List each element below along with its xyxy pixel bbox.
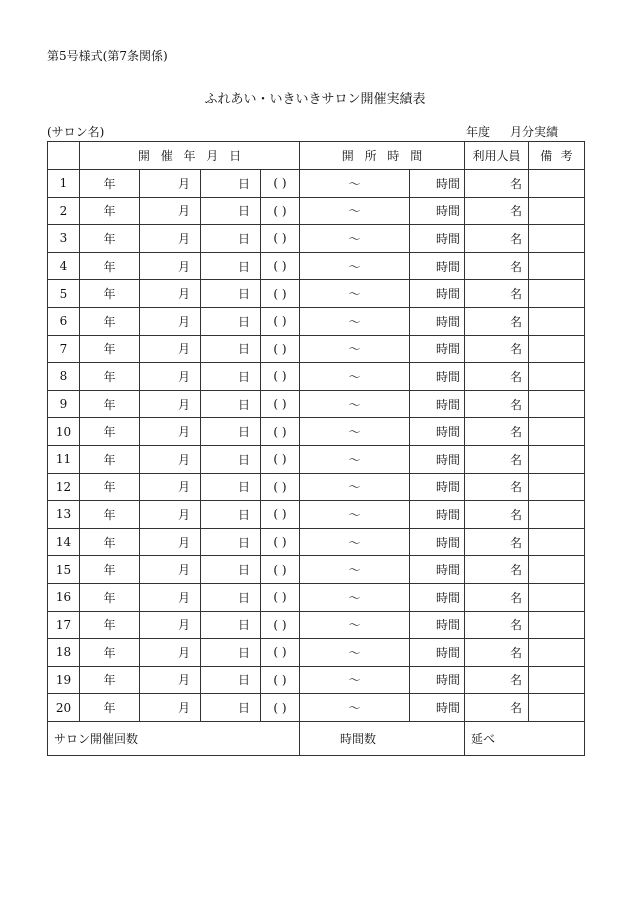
- users-cell: 名: [465, 390, 529, 418]
- users-cell: 名: [465, 335, 529, 363]
- day-cell: 日: [201, 280, 261, 308]
- day-cell: 日: [201, 225, 261, 253]
- month-cell: 月: [140, 583, 201, 611]
- notes-cell: [529, 501, 585, 529]
- day-cell: 日: [201, 583, 261, 611]
- table-row: [48, 611, 585, 639]
- fiscal-year-label: 年度: [466, 125, 491, 139]
- time-range-cell: 〜: [300, 666, 410, 694]
- notes-cell: [529, 694, 585, 722]
- header-row: [48, 142, 585, 170]
- table-row: [48, 639, 585, 667]
- hours-cell: 時間: [410, 363, 465, 391]
- table-row: [48, 473, 585, 501]
- weekday-cell: ( ): [261, 280, 300, 308]
- time-range-cell: 〜: [300, 694, 410, 722]
- day-cell: 日: [201, 556, 261, 584]
- time-range-cell: 〜: [300, 280, 410, 308]
- year-cell: 年: [80, 170, 140, 198]
- hours-cell: 時間: [410, 225, 465, 253]
- users-cell: 名: [465, 639, 529, 667]
- weekday-cell: ( ): [261, 390, 300, 418]
- hours-cell: 時間: [410, 335, 465, 363]
- day-cell: 日: [201, 418, 261, 446]
- day-cell: 日: [201, 611, 261, 639]
- row-number: 13: [48, 501, 80, 529]
- weekday-cell: ( ): [261, 528, 300, 556]
- notes-cell: [529, 639, 585, 667]
- weekday-cell: ( ): [261, 170, 300, 198]
- hours-cell: 時間: [410, 556, 465, 584]
- month-cell: 月: [140, 694, 201, 722]
- year-cell: 年: [80, 528, 140, 556]
- table-row: [48, 252, 585, 280]
- weekday-cell: ( ): [261, 225, 300, 253]
- footer-total: 延べ: [465, 721, 585, 755]
- table-row: [48, 170, 585, 198]
- time-range-cell: 〜: [300, 225, 410, 253]
- notes-cell: [529, 583, 585, 611]
- day-cell: 日: [201, 528, 261, 556]
- day-cell: 日: [201, 666, 261, 694]
- day-cell: 日: [201, 335, 261, 363]
- month-cell: 月: [140, 528, 201, 556]
- day-cell: 日: [201, 363, 261, 391]
- time-range-cell: 〜: [300, 611, 410, 639]
- users-cell: 名: [465, 280, 529, 308]
- month-cell: 月: [140, 473, 201, 501]
- time-range-cell: 〜: [300, 197, 410, 225]
- year-cell: 年: [80, 225, 140, 253]
- month-cell: 月: [140, 418, 201, 446]
- weekday-cell: ( ): [261, 363, 300, 391]
- notes-cell: [529, 170, 585, 198]
- day-cell: 日: [201, 197, 261, 225]
- hours-cell: 時間: [410, 252, 465, 280]
- row-number: 8: [48, 363, 80, 391]
- year-cell: 年: [80, 445, 140, 473]
- header-users: 利用人員: [465, 142, 529, 170]
- day-cell: 日: [201, 473, 261, 501]
- hours-cell: 時間: [410, 197, 465, 225]
- row-number: 14: [48, 528, 80, 556]
- footer-hours: 時間数: [300, 721, 465, 755]
- day-cell: 日: [201, 307, 261, 335]
- notes-cell: [529, 363, 585, 391]
- weekday-cell: ( ): [261, 639, 300, 667]
- month-cell: 月: [140, 390, 201, 418]
- hours-cell: 時間: [410, 694, 465, 722]
- time-range-cell: 〜: [300, 473, 410, 501]
- year-cell: 年: [80, 197, 140, 225]
- notes-cell: [529, 307, 585, 335]
- hours-cell: 時間: [410, 639, 465, 667]
- weekday-cell: ( ): [261, 666, 300, 694]
- year-cell: 年: [80, 418, 140, 446]
- weekday-cell: ( ): [261, 611, 300, 639]
- hours-cell: 時間: [410, 390, 465, 418]
- row-number: 4: [48, 252, 80, 280]
- users-cell: 名: [465, 252, 529, 280]
- table-row: [48, 280, 585, 308]
- month-cell: 月: [140, 225, 201, 253]
- table-row: [48, 418, 585, 446]
- weekday-cell: ( ): [261, 252, 300, 280]
- row-number: 7: [48, 335, 80, 363]
- weekday-cell: ( ): [261, 556, 300, 584]
- time-range-cell: 〜: [300, 307, 410, 335]
- row-number: 5: [48, 280, 80, 308]
- notes-cell: [529, 197, 585, 225]
- weekday-cell: ( ): [261, 583, 300, 611]
- weekday-cell: ( ): [261, 307, 300, 335]
- notes-cell: [529, 225, 585, 253]
- header-notes: 備考: [529, 142, 585, 170]
- month-report-label: 月分実績: [510, 125, 559, 139]
- record-table: [47, 141, 585, 756]
- row-number: 10: [48, 418, 80, 446]
- hours-cell: 時間: [410, 473, 465, 501]
- year-cell: 年: [80, 666, 140, 694]
- users-cell: 名: [465, 666, 529, 694]
- time-range-cell: 〜: [300, 252, 410, 280]
- fiscal-period: [466, 123, 558, 140]
- users-cell: 名: [465, 583, 529, 611]
- hours-cell: 時間: [410, 501, 465, 529]
- hours-cell: 時間: [410, 280, 465, 308]
- row-number: 16: [48, 583, 80, 611]
- time-range-cell: 〜: [300, 445, 410, 473]
- hours-cell: 時間: [410, 611, 465, 639]
- table-row: [48, 445, 585, 473]
- salon-name-label: (サロン名): [47, 125, 105, 139]
- users-cell: 名: [465, 197, 529, 225]
- table-row: [48, 556, 585, 584]
- document-title: ふれあい・いきいきサロン開催実績表: [204, 92, 426, 107]
- header-time: 開所時間: [300, 142, 465, 170]
- day-cell: 日: [201, 170, 261, 198]
- time-range-cell: 〜: [300, 390, 410, 418]
- year-cell: 年: [80, 556, 140, 584]
- month-cell: 月: [140, 170, 201, 198]
- month-cell: 月: [140, 445, 201, 473]
- year-cell: 年: [80, 694, 140, 722]
- weekday-cell: ( ): [261, 418, 300, 446]
- day-cell: 日: [201, 390, 261, 418]
- hours-cell: 時間: [410, 666, 465, 694]
- table-row: [48, 501, 585, 529]
- row-number: 18: [48, 639, 80, 667]
- year-cell: 年: [80, 252, 140, 280]
- table-row: [48, 528, 585, 556]
- day-cell: 日: [201, 639, 261, 667]
- weekday-cell: ( ): [261, 445, 300, 473]
- table-row: [48, 335, 585, 363]
- hours-cell: 時間: [410, 445, 465, 473]
- time-range-cell: 〜: [300, 418, 410, 446]
- weekday-cell: ( ): [261, 197, 300, 225]
- year-cell: 年: [80, 307, 140, 335]
- hours-cell: 時間: [410, 170, 465, 198]
- weekday-cell: ( ): [261, 335, 300, 363]
- notes-cell: [529, 473, 585, 501]
- users-cell: 名: [465, 170, 529, 198]
- users-cell: 名: [465, 556, 529, 584]
- time-range-cell: 〜: [300, 528, 410, 556]
- month-cell: 月: [140, 335, 201, 363]
- notes-cell: [529, 445, 585, 473]
- row-number: 20: [48, 694, 80, 722]
- table-row: [48, 197, 585, 225]
- header-date: 開催年月日: [80, 142, 300, 170]
- row-number: 17: [48, 611, 80, 639]
- year-cell: 年: [80, 280, 140, 308]
- row-number: 1: [48, 170, 80, 198]
- time-range-cell: 〜: [300, 639, 410, 667]
- table-row: [48, 666, 585, 694]
- year-cell: 年: [80, 335, 140, 363]
- notes-cell: [529, 666, 585, 694]
- month-cell: 月: [140, 501, 201, 529]
- row-number: 11: [48, 445, 80, 473]
- table-row: [48, 307, 585, 335]
- hours-cell: 時間: [410, 583, 465, 611]
- month-cell: 月: [140, 611, 201, 639]
- users-cell: 名: [465, 611, 529, 639]
- notes-cell: [529, 390, 585, 418]
- year-cell: 年: [80, 611, 140, 639]
- month-cell: 月: [140, 666, 201, 694]
- day-cell: 日: [201, 694, 261, 722]
- time-range-cell: 〜: [300, 170, 410, 198]
- time-range-cell: 〜: [300, 335, 410, 363]
- month-cell: 月: [140, 639, 201, 667]
- month-cell: 月: [140, 363, 201, 391]
- year-cell: 年: [80, 583, 140, 611]
- time-range-cell: 〜: [300, 363, 410, 391]
- year-cell: 年: [80, 473, 140, 501]
- year-cell: 年: [80, 639, 140, 667]
- row-number: 3: [48, 225, 80, 253]
- users-cell: 名: [465, 418, 529, 446]
- footer-sessions: サロン開催回数: [48, 721, 300, 755]
- notes-cell: [529, 611, 585, 639]
- month-cell: 月: [140, 280, 201, 308]
- month-cell: 月: [140, 197, 201, 225]
- record-rows: [48, 170, 585, 722]
- users-cell: 名: [465, 473, 529, 501]
- time-range-cell: 〜: [300, 501, 410, 529]
- year-cell: 年: [80, 390, 140, 418]
- table-row: [48, 390, 585, 418]
- notes-cell: [529, 556, 585, 584]
- users-cell: 名: [465, 445, 529, 473]
- row-number: 9: [48, 390, 80, 418]
- users-cell: 名: [465, 225, 529, 253]
- table-row: [48, 583, 585, 611]
- notes-cell: [529, 335, 585, 363]
- year-cell: 年: [80, 363, 140, 391]
- row-number: 2: [48, 197, 80, 225]
- month-cell: 月: [140, 252, 201, 280]
- row-number: 19: [48, 666, 80, 694]
- users-cell: 名: [465, 363, 529, 391]
- table-row: [48, 694, 585, 722]
- year-cell: 年: [80, 501, 140, 529]
- hours-cell: 時間: [410, 418, 465, 446]
- table-row: [48, 225, 585, 253]
- notes-cell: [529, 528, 585, 556]
- header-number: [48, 142, 80, 170]
- hours-cell: 時間: [410, 528, 465, 556]
- day-cell: 日: [201, 252, 261, 280]
- users-cell: 名: [465, 501, 529, 529]
- users-cell: 名: [465, 694, 529, 722]
- day-cell: 日: [201, 501, 261, 529]
- table-row: [48, 363, 585, 391]
- users-cell: 名: [465, 307, 529, 335]
- time-range-cell: 〜: [300, 556, 410, 584]
- row-number: 12: [48, 473, 80, 501]
- footer-row: [48, 721, 585, 755]
- row-number: 15: [48, 556, 80, 584]
- hours-cell: 時間: [410, 307, 465, 335]
- month-cell: 月: [140, 556, 201, 584]
- row-number: 6: [48, 307, 80, 335]
- notes-cell: [529, 418, 585, 446]
- weekday-cell: ( ): [261, 501, 300, 529]
- notes-cell: [529, 252, 585, 280]
- time-range-cell: 〜: [300, 583, 410, 611]
- form-number-label: 第5号様式(第7条関係): [47, 49, 168, 63]
- users-cell: 名: [465, 528, 529, 556]
- weekday-cell: ( ): [261, 473, 300, 501]
- month-cell: 月: [140, 307, 201, 335]
- notes-cell: [529, 280, 585, 308]
- day-cell: 日: [201, 445, 261, 473]
- weekday-cell: ( ): [261, 694, 300, 722]
